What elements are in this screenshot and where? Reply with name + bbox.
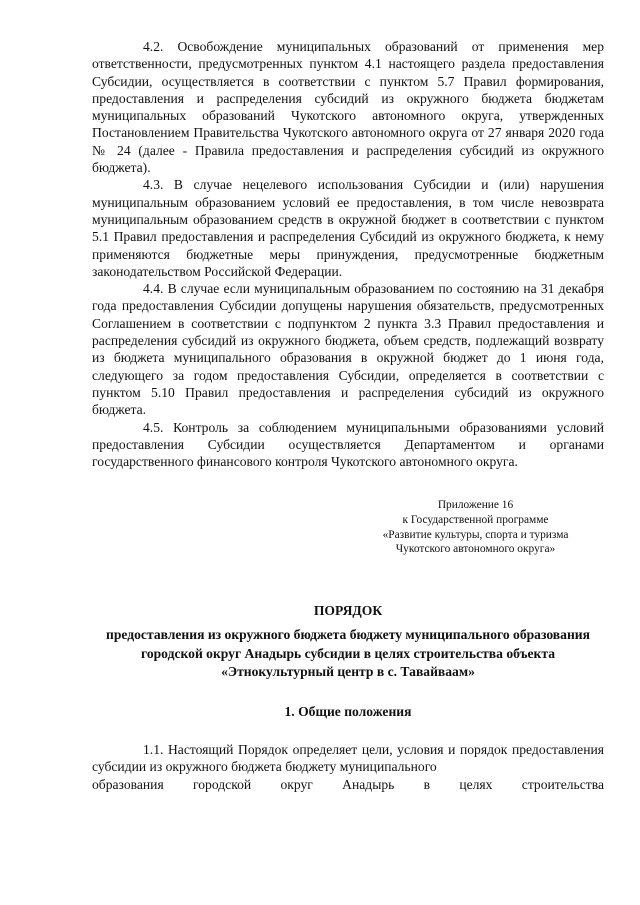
paragraph-4-5: 4.5. Контроль за соблюдением муниципальными образованиями условий предоставления Субсидии осуществляется Департаментом и органами государственного финансового контроля Чукотского автономного округа. (92, 419, 604, 470)
paragraph-1-1-text: 1.1. Настоящий Порядок определяет цели, условия и порядок предоставления субсидии из окружного бюджета бюджету муниципального (92, 742, 604, 775)
document-title: ПОРЯДОК (313, 602, 383, 618)
paragraph-4-2: 4.2. Освобождение муниципальных образований от применения мер ответственности, предусмотренных пунктом 4.1 настоящего раздела предоставления Субсидии, осуществляется в соответствии с пунктом 5.7 Правил формирования, предоставления и распределения субсидий из окружного бюджета бюджетам муниципальных образований Чукотского автономного округа, утвержденных Постановлением Правительства Чукотского автономного округа от 27 января 2020 года № 24 (далее - Правила предоставления и распределения субсидий из окружного бюджета). (92, 39, 604, 176)
appendix-line: Приложение 16 (437, 499, 514, 512)
paragraph-4-4: 4.4. В случае если муниципальным образованием по состоянию на 31 декабря года предоставления Субсидии допущены нарушения обязательств, предусмотренных Соглашением в соответствии с подпунктом 2 пункта 3.3 Правил предоставления и распределения субсидий из окружного бюджета, объем средств, подлежащий возврату из бюджета муниципального образования в окружной бюджет до 1 июня года, следующего за годом предоставления Субсидии, определяется в соответствии с пунктом 5.10 Правил предоставления и распределения субсидий из окружного бюджета. (92, 281, 604, 418)
document-subtitle: предоставления из окружного бюджета бюджету муниципального образования городской округ Анадырь субсидии в целях строительства объекта «Этнокультурный центр в с. Тавайваам» (106, 627, 590, 680)
paragraph-4-3: 4.3. В случае нецелевого использования Субсидии и (или) нарушения муниципальным образованием условий ее предоставления, в том числе невозврата муниципальным образованием средств в окружной бюджет в соответствии с пунктом 5.1 Правил предоставления и распределения Субсидий из окружного бюджета, к нему применяются бюджетные меры принуждения, предусмотренные бюджетным законодательством Российской Федерации. (92, 177, 604, 279)
appendix-line: к Государственной программе (402, 514, 549, 527)
appendix-reference (92, 498, 604, 556)
paragraph-1-1-final-line: образования городской округ Анадырь в целях строительства (92, 776, 604, 792)
paragraph-1-1 (92, 741, 604, 793)
appendix-line: Чукотского автономного округа» (395, 543, 556, 556)
section-heading: 1. Общие положения (284, 703, 412, 719)
appendix-line: «Развитие культуры, спорта и туризма (382, 528, 569, 541)
